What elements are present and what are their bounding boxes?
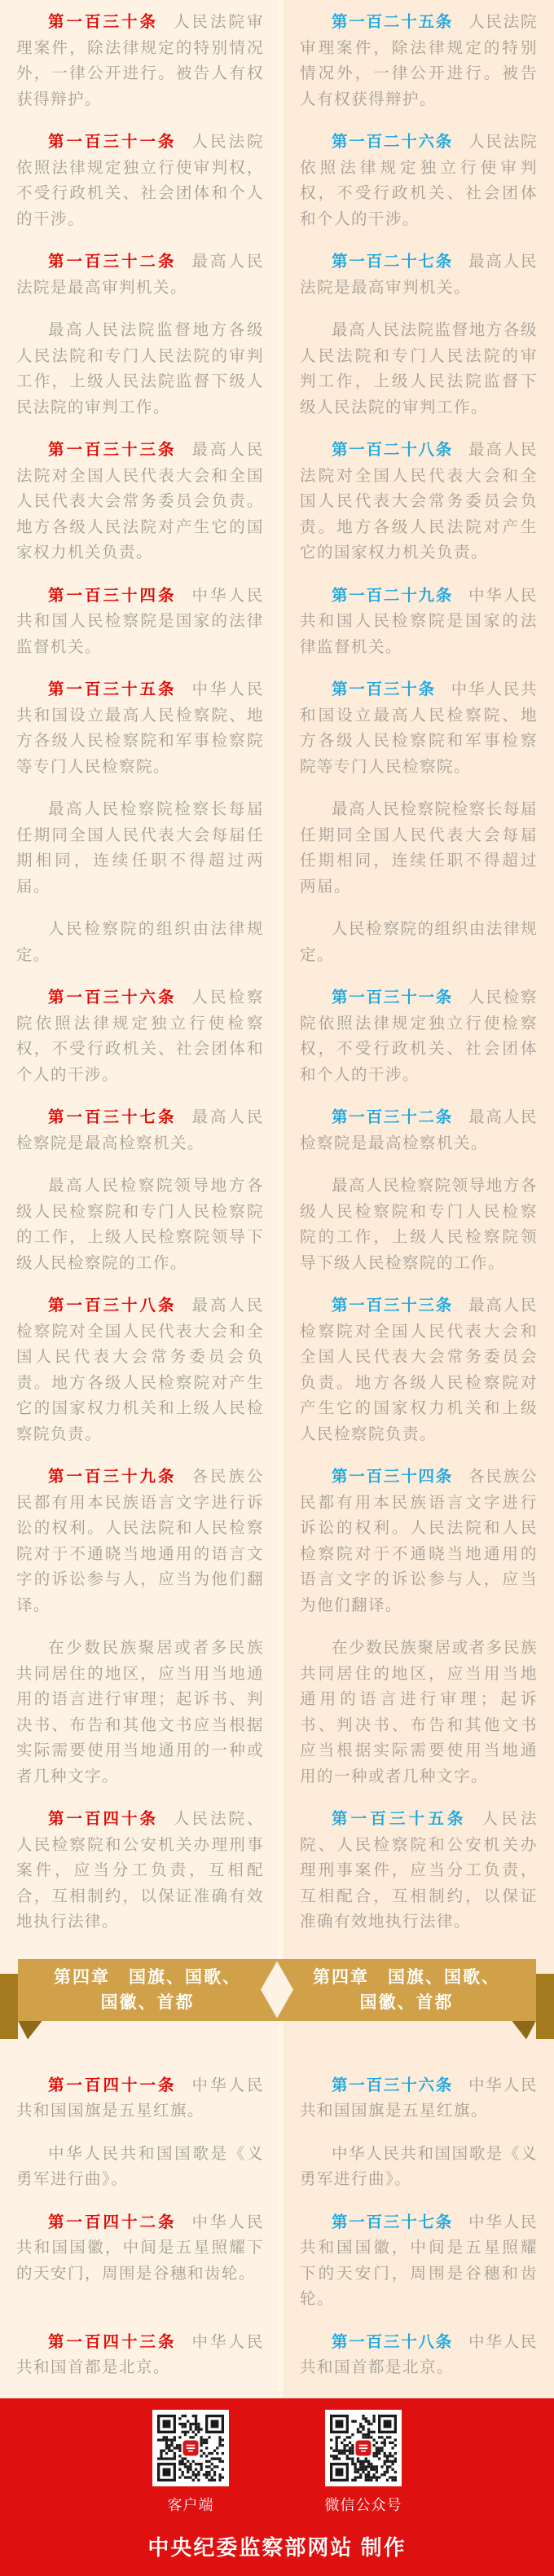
article-text: 中华人民共和国首都是北京。 bbox=[16, 2332, 264, 2376]
article-paragraph bbox=[300, 2073, 538, 2125]
article-paragraph bbox=[16, 2330, 264, 2381]
article-text: 中华人民共和国设立最高人民检察院、地方各级人民检察院和军事检察院等专门人民检察院。 bbox=[300, 680, 538, 776]
article-text: 人民法院审理案件，除法律规定的特别情况外，一律公开进行。被告人有权获得辩护。 bbox=[16, 13, 264, 108]
right-column-cell bbox=[279, 2330, 554, 2398]
article-number: 第一百三十五条 bbox=[48, 680, 177, 698]
footer bbox=[0, 2398, 554, 2576]
comparison-row bbox=[0, 438, 554, 583]
article-text: 最高人民检察院领导地方各级人民检察院和专门人民检察院的工作，上级人民检察院领导下级人民检察院的工作。 bbox=[16, 1177, 264, 1272]
article-number: 第一百三十五条 bbox=[332, 1810, 467, 1828]
article-paragraph bbox=[300, 318, 538, 421]
comparison-row bbox=[0, 318, 554, 438]
left-column-cell bbox=[0, 677, 279, 797]
article-text: 中华人民共和国国旗是五星红旗。 bbox=[16, 2076, 264, 2120]
chapter-title-right-line1: 第四章 国旗、国歌、 bbox=[313, 1966, 500, 1987]
chapter-banner bbox=[0, 1954, 554, 2041]
article-number: 第一百三十七条 bbox=[332, 2213, 454, 2231]
article-text: 最高人民检察院检察长每届任期同全国人民代表大会每届任期相同，连续任职不得超过两届。 bbox=[16, 800, 264, 896]
article-paragraph bbox=[16, 249, 264, 301]
wechat-qr-code bbox=[325, 2410, 402, 2486]
right-column-cell bbox=[279, 1636, 554, 1807]
article-text: 中华人民共和国国歌是《义勇军进行曲》。 bbox=[16, 2144, 264, 2188]
left-column-cell bbox=[0, 1636, 279, 1807]
article-text: 在少数民族聚居或者多民族共同居住的地区，应当用当地通用的语言进行审理；起诉书、判决书、布告和其他文书应当根据实际需要使用当地通用的一种或者几种文字。 bbox=[16, 1639, 264, 1786]
article-number: 第一百三十二条 bbox=[48, 253, 177, 271]
article-paragraph bbox=[300, 1174, 538, 1276]
article-paragraph bbox=[300, 2330, 538, 2381]
article-text: 最高人民法院对全国人民代表大会和全国人民代表大会常务委员会负责。地方各级人民法院对产生它的国家权力机关负责。 bbox=[300, 441, 538, 561]
article-paragraph bbox=[16, 2073, 264, 2125]
left-column-cell bbox=[0, 2073, 279, 2142]
article-number: 第一百三十七条 bbox=[48, 1108, 177, 1126]
article-paragraph bbox=[16, 1105, 264, 1156]
article-number: 第一百二十七条 bbox=[332, 253, 454, 271]
chapter-title-left-line1: 第四章 国旗、国歌、 bbox=[54, 1966, 241, 1987]
right-column-cell bbox=[279, 249, 554, 318]
article-number: 第一百三十三条 bbox=[48, 441, 177, 459]
article-text: 中华人民共和国国歌是《义勇军进行曲》。 bbox=[300, 2144, 538, 2188]
article-paragraph bbox=[300, 10, 538, 112]
article-paragraph bbox=[16, 797, 264, 900]
comparison-row bbox=[0, 1293, 554, 1464]
right-column-cell bbox=[279, 130, 554, 249]
article-paragraph bbox=[300, 438, 538, 566]
producer-credit: 中央纪委监察部网站 制作 bbox=[147, 2534, 407, 2560]
client-app-qr-code bbox=[152, 2410, 229, 2486]
article-text: 各民族公民都有用本民族语言文字进行诉讼的权利。人民法院和人民检察院对于不通晓当地通用的语言文字的诉讼参与人，应当为他们翻译。 bbox=[16, 1468, 264, 1614]
article-number: 第一百三十条 bbox=[332, 680, 436, 698]
qr-code-image bbox=[157, 2415, 224, 2481]
article-text: 最高人民法院对全国人民代表大会和全国人民代表大会常务委员会负责。地方各级人民法院对产生它的国家权力机关负责。 bbox=[16, 441, 264, 561]
right-column-cell bbox=[279, 1807, 554, 1953]
article-number: 第一百四十一条 bbox=[48, 2076, 177, 2094]
article-number: 第一百三十八条 bbox=[48, 1297, 177, 1314]
article-text: 中华人民共和国国徽，中间是五星照耀下的天安门，周围是谷穗和齿轮。 bbox=[16, 2213, 264, 2283]
article-text: 人民检察院的组织由法律规定。 bbox=[16, 920, 264, 964]
right-column-cell bbox=[279, 985, 554, 1105]
article-text: 最高人民法院是最高审判机关。 bbox=[300, 253, 538, 297]
client-app-qr-label: 客户端 bbox=[167, 2496, 214, 2513]
comparison-row bbox=[0, 1807, 554, 1953]
left-column-cell bbox=[0, 438, 279, 583]
comparison-row bbox=[0, 985, 554, 1105]
comparison-row bbox=[0, 2073, 554, 2142]
article-number: 第一百二十五条 bbox=[332, 13, 454, 31]
article-paragraph bbox=[16, 10, 264, 112]
comparison-row bbox=[0, 2330, 554, 2398]
article-paragraph bbox=[300, 917, 538, 968]
article-paragraph bbox=[300, 2210, 538, 2313]
article-text: 人民法院、人民检察院和公安机关办理刑事案件，应当分工负责，互相配合，互相制约，以保证准确有效地执行法律。 bbox=[16, 1810, 264, 1931]
article-paragraph bbox=[300, 797, 538, 900]
article-text: 中华人民共和国人民检察院是国家的法律监督机关。 bbox=[300, 586, 538, 656]
article-number: 第一百三十一条 bbox=[332, 989, 454, 1006]
left-column-cell bbox=[0, 1174, 279, 1293]
ribbon-left-fold bbox=[18, 2021, 42, 2040]
article-paragraph bbox=[16, 1464, 264, 1618]
article-paragraph bbox=[16, 318, 264, 421]
article-text: 人民法院审理案件，除法律规定的特别情况外，一律公开进行。被告人有权获得辩护。 bbox=[300, 13, 538, 108]
article-text: 最高人民检察院对全国人民代表大会和全国人民代表大会常务委员会负责。地方各级人民检察院对产生它的国家权力机关和上级人民检察院负责。 bbox=[300, 1297, 538, 1443]
article-number: 第一百三十九条 bbox=[48, 1468, 177, 1486]
article-text: 在少数民族聚居或者多民族共同居住的地区，应当用当地通用的语言进行审理；起诉书、判决书、布告和其他文书应当根据实际需要使用当地通用的一种或者几种文字。 bbox=[300, 1639, 538, 1786]
left-column-cell bbox=[0, 2330, 279, 2398]
articles-before-chapter4 bbox=[0, 10, 554, 1953]
comparison-row bbox=[0, 249, 554, 318]
right-column-cell bbox=[279, 10, 554, 130]
client-app-qr-block bbox=[142, 2410, 240, 2515]
article-number: 第一百四十三条 bbox=[48, 2332, 177, 2351]
right-column-cell bbox=[279, 1464, 554, 1636]
article-paragraph bbox=[300, 1636, 538, 1790]
qr-code-image bbox=[330, 2415, 397, 2481]
comparison-row bbox=[0, 1636, 554, 1807]
comparison-row bbox=[0, 2142, 554, 2210]
article-text: 人民检察院依照法律规定独立行使检察权，不受行政机关、社会团体和个人的干涉。 bbox=[16, 989, 264, 1084]
article-paragraph bbox=[300, 249, 538, 301]
article-text: 各民族公民都有用本民族语言文字进行诉讼的权利。人民法院和人民检察院对于不通晓当地通用的语言文字的诉讼参与人，应当为他们翻译。 bbox=[300, 1468, 538, 1614]
article-paragraph bbox=[300, 2142, 538, 2193]
article-paragraph bbox=[300, 1807, 538, 1935]
right-column-cell bbox=[279, 2142, 554, 2210]
article-paragraph bbox=[300, 1293, 538, 1447]
right-column-cell bbox=[279, 318, 554, 438]
article-paragraph bbox=[16, 1174, 264, 1276]
article-paragraph bbox=[300, 677, 538, 780]
right-column-cell bbox=[279, 1105, 554, 1174]
article-number: 第一百三十二条 bbox=[332, 1108, 454, 1126]
article-paragraph bbox=[16, 2142, 264, 2193]
article-paragraph bbox=[16, 917, 264, 968]
chapter-title-right bbox=[277, 1959, 536, 2021]
article-text: 中华人民共和国首都是北京。 bbox=[300, 2332, 538, 2376]
article-text: 中华人民共和国设立最高人民检察院、地方各级人民检察院和军事检察院等专门人民检察院。 bbox=[16, 680, 264, 776]
article-number: 第一百三十四条 bbox=[332, 1468, 454, 1486]
article-text: 中华人民共和国国徽，中间是五星照耀下的天安门，周围是谷穗和齿轮。 bbox=[300, 2213, 538, 2308]
left-column-cell bbox=[0, 10, 279, 130]
chapter-title-left-line2: 国徽、首都 bbox=[100, 1992, 195, 2012]
article-text: 最高人民检察院检察长每届任期同全国人民代表大会每届任期相同，连续任职不得超过两届。 bbox=[300, 800, 538, 896]
article-text: 最高人民法院是最高审判机关。 bbox=[16, 253, 264, 297]
ribbon-right-wing bbox=[536, 1974, 554, 2039]
article-paragraph bbox=[300, 985, 538, 1088]
comparison-row bbox=[0, 677, 554, 797]
article-text: 最高人民检察院是最高检察机关。 bbox=[16, 1108, 264, 1152]
articles-chapter4 bbox=[0, 2073, 554, 2398]
article-text: 中华人民共和国国旗是五星红旗。 bbox=[300, 2076, 538, 2120]
article-paragraph bbox=[16, 1293, 264, 1447]
article-paragraph bbox=[300, 583, 538, 661]
article-text: 最高人民检察院对全国人民代表大会和全国人民代表大会常务委员会负责。地方各级人民检察院对产生它的国家权力机关和上级人民检察院负责。 bbox=[16, 1297, 264, 1443]
article-paragraph bbox=[16, 130, 264, 232]
article-paragraph bbox=[16, 2210, 264, 2288]
article-paragraph bbox=[300, 130, 538, 232]
comparison-row bbox=[0, 1174, 554, 1293]
left-column-cell bbox=[0, 2210, 279, 2330]
left-column-cell bbox=[0, 130, 279, 249]
comparison-row bbox=[0, 2210, 554, 2330]
left-column-cell bbox=[0, 797, 279, 917]
article-text: 人民法院依照法律规定独立行使审判权，不受行政机关、社会团体和个人的干涉。 bbox=[300, 133, 538, 228]
article-number: 第一百三十八条 bbox=[332, 2332, 454, 2351]
left-column-cell bbox=[0, 917, 279, 985]
comparison-row bbox=[0, 130, 554, 249]
ribbon-left-wing bbox=[0, 1974, 18, 2039]
article-number: 第一百二十八条 bbox=[332, 441, 454, 459]
left-column-cell bbox=[0, 2142, 279, 2210]
article-text: 人民法院、人民检察院和公安机关办理刑事案件，应当分工负责，互相配合，互相制约，以保证准确有效地执行法律。 bbox=[300, 1810, 538, 1931]
right-column-cell bbox=[279, 438, 554, 583]
left-column-cell bbox=[0, 249, 279, 318]
right-column-cell bbox=[279, 917, 554, 985]
left-column-cell bbox=[0, 1464, 279, 1636]
article-paragraph bbox=[16, 677, 264, 780]
comparison-row bbox=[0, 1105, 554, 1174]
article-paragraph bbox=[16, 1636, 264, 1790]
right-column-cell bbox=[279, 797, 554, 917]
article-text: 最高人民检察院领导地方各级人民检察院和专门人民检察院的工作，上级人民检察院领导下级人民检察院的工作。 bbox=[300, 1177, 538, 1272]
right-column-cell bbox=[279, 1174, 554, 1293]
article-paragraph bbox=[16, 1807, 264, 1935]
chapter-title-right-line2: 国徽、首都 bbox=[359, 1992, 454, 2012]
article-number: 第一百三十六条 bbox=[48, 989, 177, 1006]
left-column-cell bbox=[0, 583, 279, 678]
chapter-title-left bbox=[18, 1959, 277, 2021]
ribbon-right-fold bbox=[512, 2021, 536, 2040]
article-paragraph bbox=[16, 583, 264, 661]
article-text: 人民检察院的组织由法律规定。 bbox=[300, 920, 538, 964]
comparison-row bbox=[0, 10, 554, 130]
article-number: 第一百三十六条 bbox=[332, 2076, 454, 2094]
article-number: 第一百三十四条 bbox=[48, 586, 177, 605]
right-column-cell bbox=[279, 583, 554, 678]
article-number: 第一百二十九条 bbox=[332, 586, 454, 605]
article-number: 第一百三十三条 bbox=[332, 1297, 454, 1314]
right-column-cell bbox=[279, 2210, 554, 2330]
article-text: 中华人民共和国人民检察院是国家的法律监督机关。 bbox=[16, 586, 264, 656]
comparison-row bbox=[0, 583, 554, 678]
article-paragraph bbox=[300, 1105, 538, 1156]
left-column-cell bbox=[0, 985, 279, 1105]
article-number: 第一百三十一条 bbox=[48, 133, 177, 151]
right-column-cell bbox=[279, 677, 554, 797]
right-column-cell bbox=[279, 1293, 554, 1464]
left-column-cell bbox=[0, 1807, 279, 1953]
article-text: 人民法院依照法律规定独立行使审判权，不受行政机关、社会团体和个人的干涉。 bbox=[16, 133, 264, 228]
wechat-qr-label: 微信公众号 bbox=[324, 2496, 402, 2513]
article-text: 最高人民法院监督地方各级人民法院和专门人民法院的审判工作，上级人民法院监督下级人民法院的审判工作。 bbox=[300, 321, 538, 416]
article-text: 最高人民检察院是最高检察机关。 bbox=[300, 1108, 538, 1152]
comparison-row bbox=[0, 1464, 554, 1636]
left-column-cell bbox=[0, 1105, 279, 1174]
right-column-cell bbox=[279, 2073, 554, 2142]
article-number: 第一百四十条 bbox=[48, 1810, 158, 1828]
comparison-row bbox=[0, 797, 554, 917]
qr-code-zone bbox=[0, 2410, 554, 2515]
article-number: 第一百三十条 bbox=[48, 13, 158, 31]
article-number: 第一百四十二条 bbox=[48, 2213, 177, 2231]
article-text: 最高人民法院监督地方各级人民法院和专门人民法院的审判工作，上级人民法院监督下级人民法院的审判工作。 bbox=[16, 321, 264, 416]
comparison-row bbox=[0, 917, 554, 985]
wechat-qr-block bbox=[314, 2410, 412, 2515]
article-number: 第一百二十六条 bbox=[332, 133, 454, 151]
left-column-cell bbox=[0, 318, 279, 438]
article-paragraph bbox=[16, 438, 264, 566]
article-text: 人民检察院依照法律规定独立行使检察权，不受行政机关、社会团体和个人的干涉。 bbox=[300, 989, 538, 1084]
article-paragraph bbox=[16, 985, 264, 1088]
article-paragraph bbox=[300, 1464, 538, 1618]
left-column-cell bbox=[0, 1293, 279, 1464]
